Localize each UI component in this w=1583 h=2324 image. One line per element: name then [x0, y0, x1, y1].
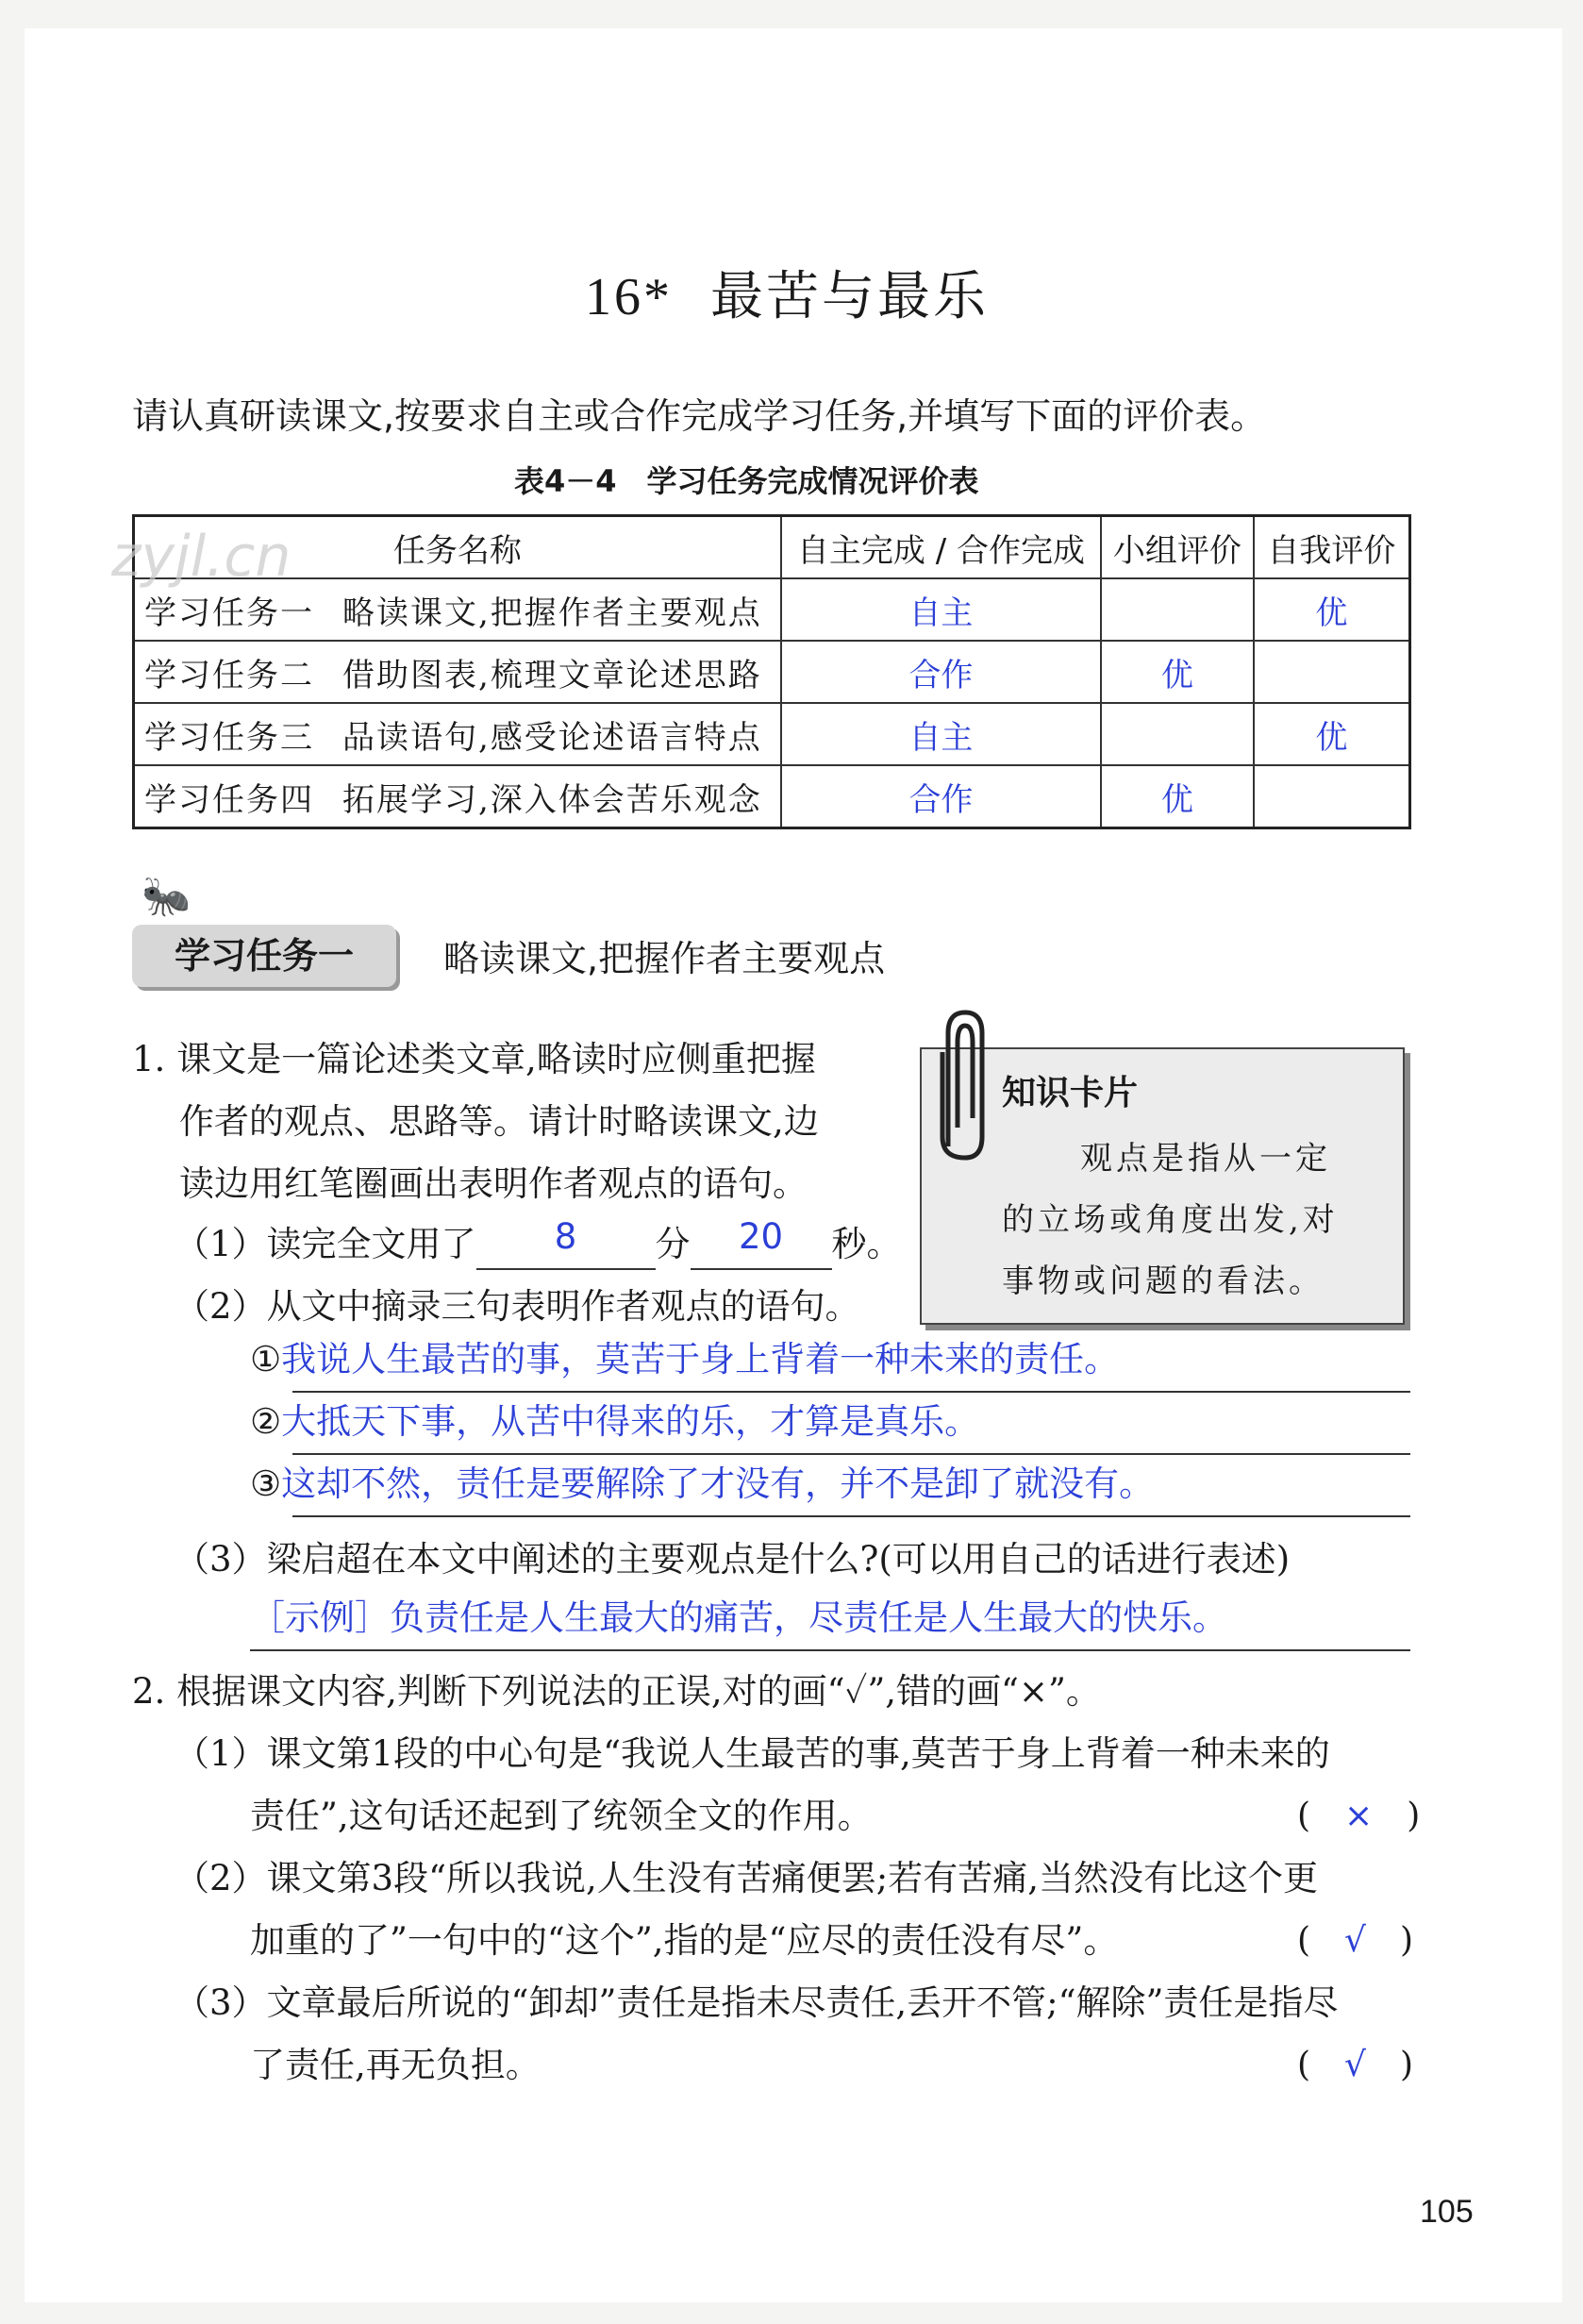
- intro-text: 请认真研读课文,按要求自主或合作完成学习任务,并填写下面的评价表。: [132, 395, 1267, 437]
- q2-item-1-line2: 责任”,这句话还起到了统领全文的作用。: [250, 1796, 873, 1836]
- q2-item-3-line1: （3）文章最后所说的“卸却”责任是指未尽责任,丢开不管;“解除”责任是指尽: [175, 1982, 1339, 2023]
- underline: [250, 1649, 1410, 1651]
- q1-sub1: （1）读完全文用了 8 分 20 秒。: [175, 1213, 902, 1278]
- card-line: 观点是指从一定: [1080, 1140, 1331, 1178]
- watermark: zyjl.cn: [111, 524, 292, 590]
- minutes-answer: 8: [476, 1206, 656, 1270]
- table-row: [134, 578, 1410, 641]
- q2-item-2-answer: ( √ ): [1297, 1921, 1414, 1960]
- card-title: 知识卡片: [1002, 1074, 1139, 1112]
- header-self: 自我评价: [1254, 516, 1410, 579]
- evaluation-table: [132, 514, 1411, 829]
- header-task: 任务名称: [134, 516, 781, 579]
- task-cell: 学习任务一 略读课文,把握作者主要观点: [134, 578, 781, 641]
- self-cell: 优: [1254, 578, 1410, 641]
- bug-icon: 🐜: [142, 873, 192, 919]
- header-mode: 自主完成 / 合作完成: [781, 516, 1101, 579]
- task-cell: 学习任务四 拓展学习,深入体会苦乐观念: [134, 765, 781, 828]
- q2-item-3-answer: ( √ ): [1297, 2046, 1414, 2084]
- lesson-title: 最苦与最乐: [710, 266, 989, 327]
- table-header-row: [134, 516, 1410, 579]
- self-cell: 优: [1254, 703, 1410, 765]
- q2-item-1-answer: ( × ): [1297, 1797, 1421, 1835]
- self-cell: [1254, 641, 1410, 703]
- underline: [292, 1515, 1410, 1517]
- group-cell: 优: [1101, 641, 1254, 703]
- answer-line-1: ①我说人生最苦的事，莫苦于身上背着一种未来的责任。: [250, 1339, 1120, 1379]
- table-caption: 表4－4 学习任务完成情况评价表: [514, 463, 979, 499]
- paperclip-icon: [929, 1005, 995, 1165]
- group-cell: [1101, 703, 1254, 765]
- mode-cell: 合作: [781, 765, 1101, 828]
- section-description: 略读课文,把握作者主要观点: [443, 938, 886, 979]
- q2-item-2-line1: （2）课文第3段“所以我说,人生没有苦痛便罢;若有苦痛,当然没有比这个更: [175, 1858, 1318, 1898]
- seconds-answer: 20: [691, 1206, 832, 1270]
- q2-item-2-line2: 加重的了”一句中的“这个”,指的是“应尽的责任没有尽”。: [250, 1920, 1119, 1961]
- q2-item-3-line2: 了责任,再无负担。: [250, 2045, 541, 2085]
- q1-sub3-answer: ［示例］负责任是人生最大的痛苦，尽责任是人生最大的快乐。: [250, 1597, 1227, 1638]
- table-row: [134, 765, 1410, 828]
- answer-line-3: ③这却不然，责任是要解除了才没有，并不是卸了就没有。: [250, 1463, 1155, 1504]
- q2-stem: 2. 根据课文内容,判断下列说法的正误,对的画“✓”,错的画“×”。: [132, 1671, 1101, 1712]
- q1-sub3: （3）梁启超在本文中阐述的主要观点是什么?(可以用自己的话进行表述): [175, 1539, 1291, 1580]
- task-cell: 学习任务二 借助图表,梳理文章论述思路: [134, 641, 781, 703]
- mode-cell: 自主: [781, 578, 1101, 641]
- section-banner: 学习任务一: [132, 925, 396, 987]
- page-number: 105: [1420, 2194, 1474, 2230]
- card-line: 事物或问题的看法。: [1002, 1262, 1325, 1300]
- mode-cell: 合作: [781, 641, 1101, 703]
- mode-cell: 自主: [781, 703, 1101, 765]
- card-line: 的立场或角度出发,对: [1002, 1201, 1339, 1239]
- answer-line-2: ②大抵天下事，从苦中得来的乐，才算是真乐。: [250, 1401, 980, 1442]
- table-row: [134, 703, 1410, 765]
- group-cell: [1101, 578, 1254, 641]
- self-cell: [1254, 765, 1410, 828]
- header-group: 小组评价: [1101, 516, 1254, 579]
- task-cell: 学习任务三 品读语句,感受论述语言特点: [134, 703, 781, 765]
- q1-stem: 1. 课文是一篇论述类文章,略读时应侧重把握 作者的观点、思路等。请计时略读课文,边 读边用红笔圈画出表明作者观点的语句。: [132, 1039, 819, 1204]
- page-title: [585, 255, 989, 330]
- lesson-number: 16*: [585, 268, 673, 326]
- group-cell: 优: [1101, 765, 1254, 828]
- q2-item-1-line1: （1）课文第1段的中心句是“我说人生最苦的事,莫苦于身上背着一种未来的: [175, 1733, 1330, 1774]
- q1-sub2: （2）从文中摘录三句表明作者观点的语句。: [175, 1286, 860, 1327]
- table-row: [134, 641, 1410, 703]
